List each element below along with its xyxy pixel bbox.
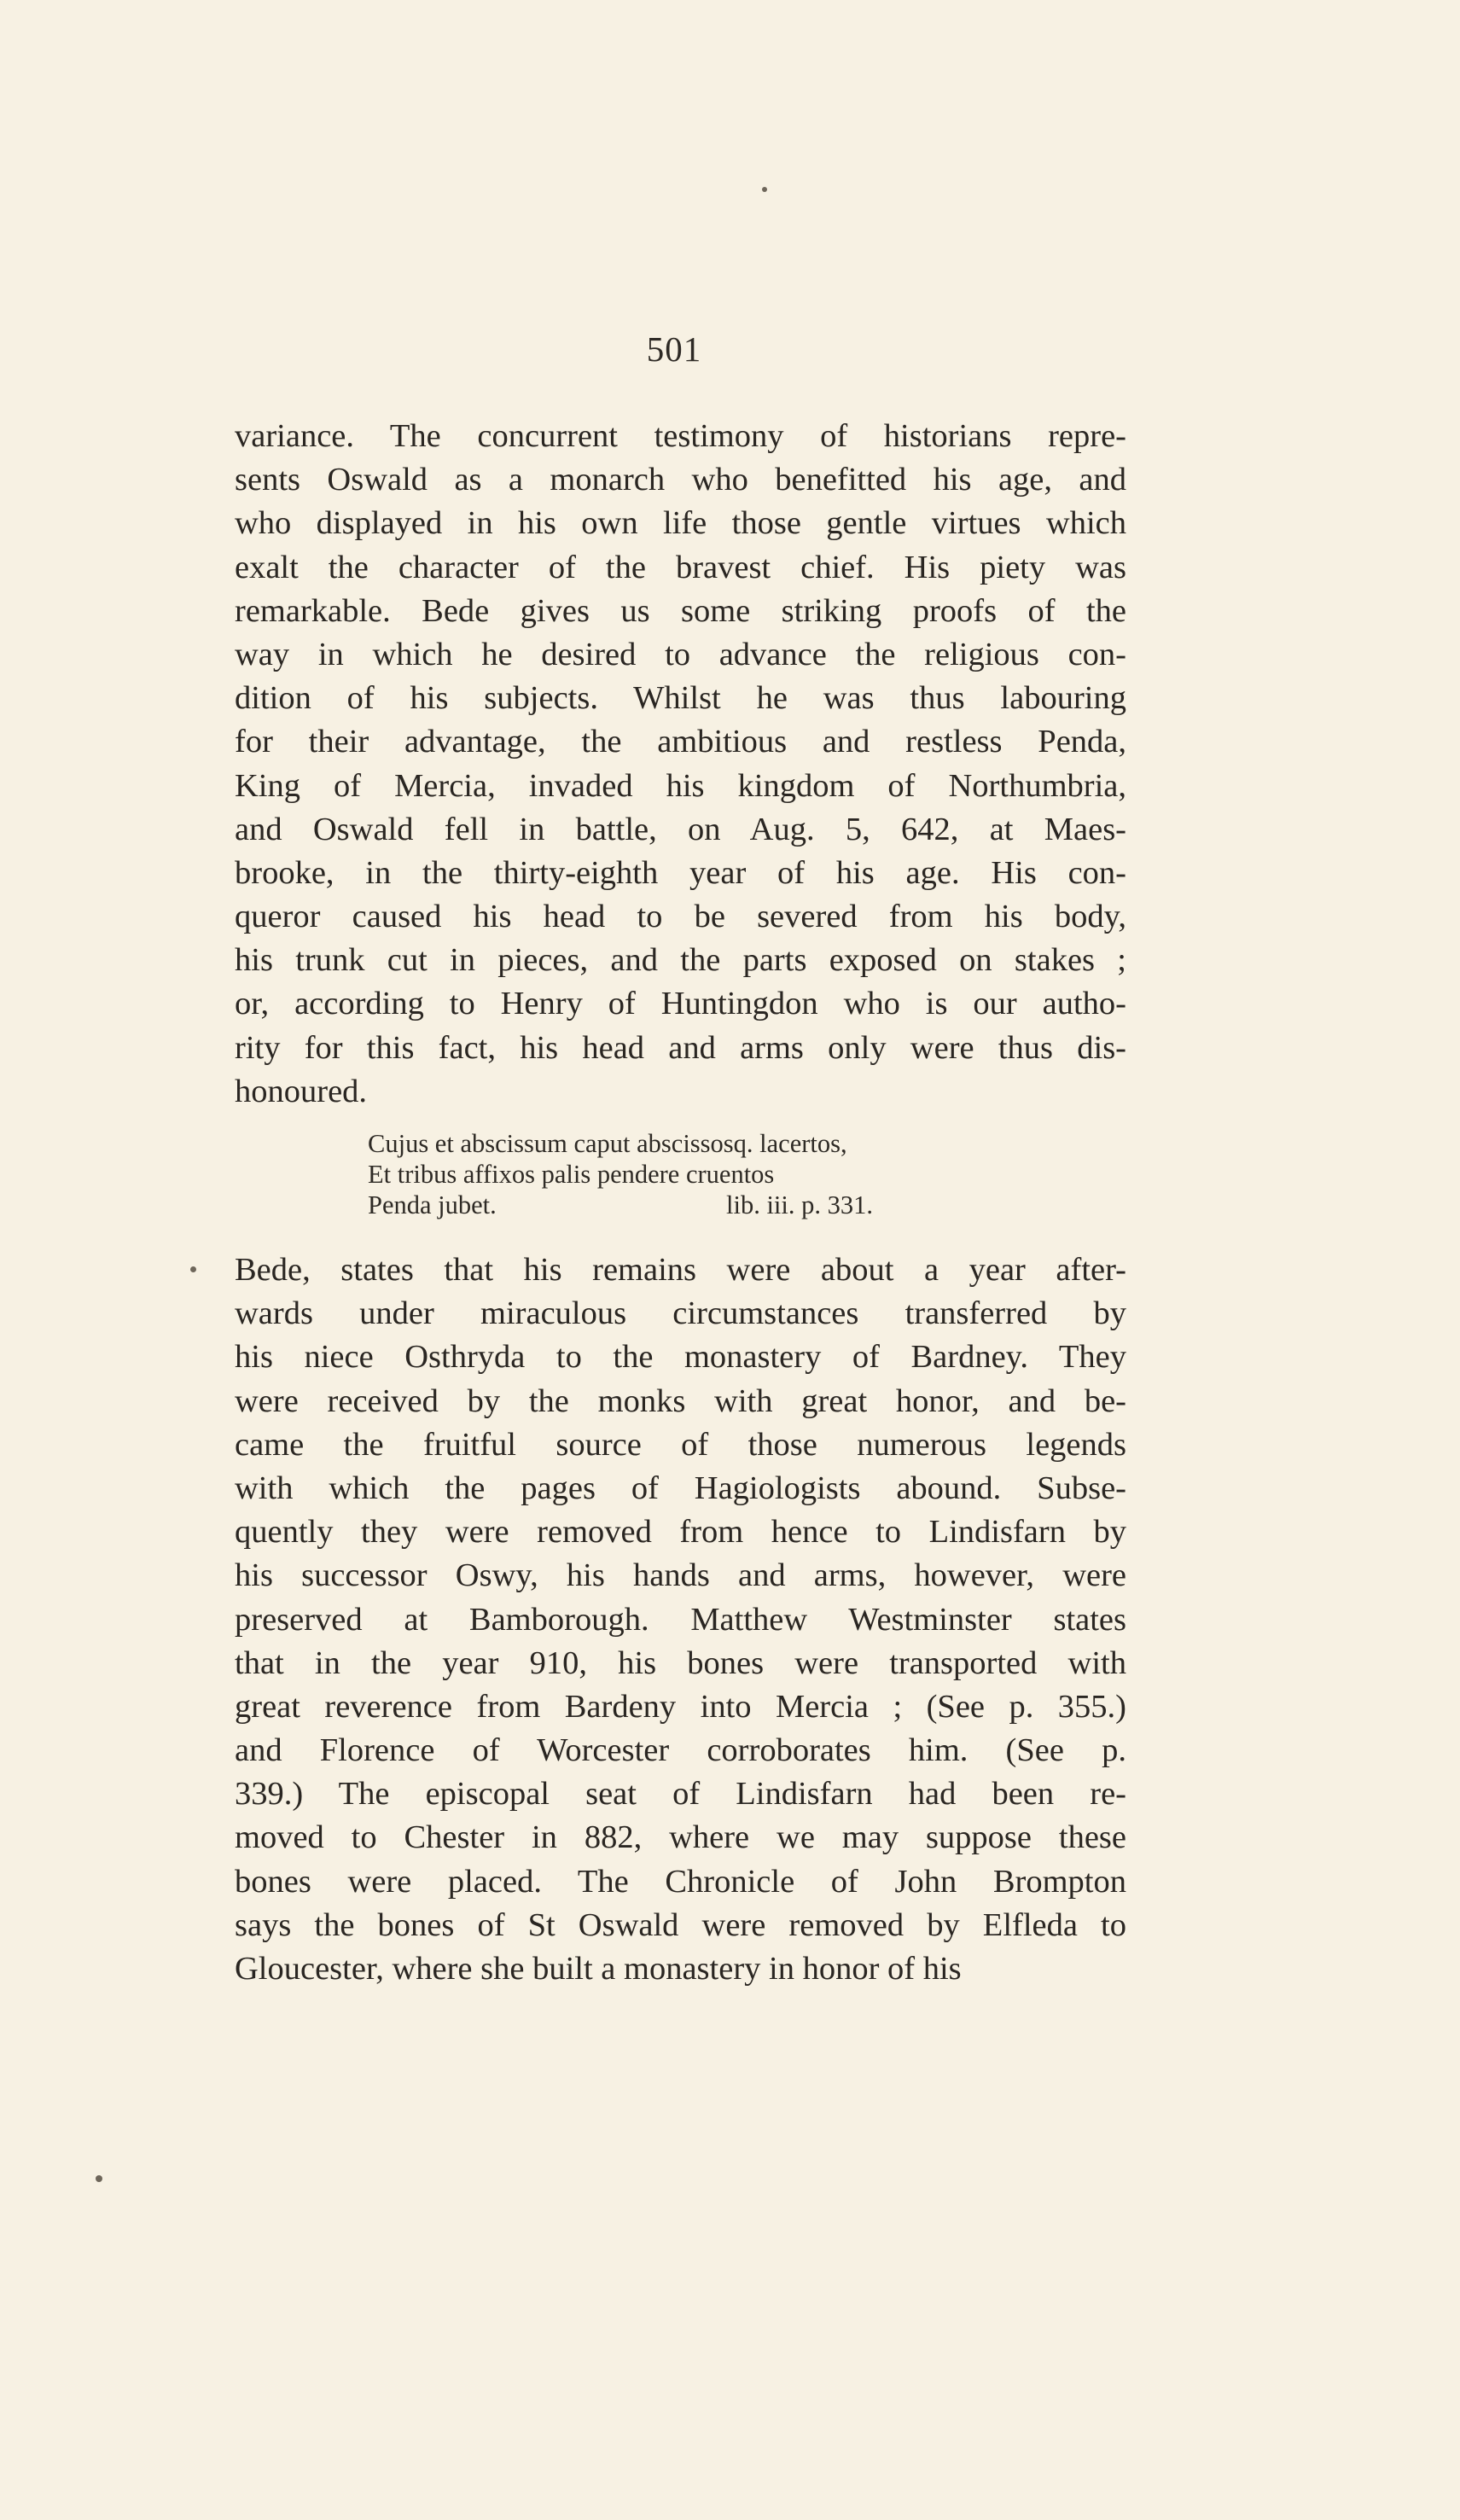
text-line: with which the pages of Hagiologists abound. Subse-: [235, 1470, 1126, 1506]
text-line: King of Mercia, invaded his kingdom of Northumbria,: [235, 767, 1126, 804]
text-line: Bede, states that his remains were about a year after-: [235, 1252, 1126, 1288]
text-line: queror caused his head to be severed from his body,: [235, 899, 1126, 935]
quote-line-with-reference: [368, 1190, 1016, 1220]
text-line: his trunk cut in pieces, and the parts exposed on stakes ;: [235, 942, 1126, 979]
text-line: that in the year 910, his bones were transported with: [235, 1644, 1126, 1681]
text-line: dition of his subjects. Whilst he was thus labouring: [235, 680, 1126, 717]
quote-line: Penda jubet.: [368, 1190, 497, 1219]
quote-line: Cujus et abscissum caput abscissosq. lacertos,: [368, 1129, 847, 1158]
text-line: rity for this fact, his head and arms only were thus dis-: [235, 1029, 1126, 1066]
text-line: 339.) The episcopal seat of Lindisfarn had been re-: [235, 1776, 1126, 1813]
text-line: were received by the monks with great honor, and be-: [235, 1382, 1126, 1419]
text-line: Gloucester, where she built a monastery in honor of his: [235, 1951, 962, 1987]
text-line: wards under miraculous circumstances transferred by: [235, 1295, 1126, 1332]
text-line: moved to Chester in 882, where we may suppose these: [235, 1819, 1126, 1856]
quote-line: Et tribus affixos palis pendere cruentos: [368, 1160, 775, 1189]
text-line: who displayed in his own life those gentle virtues which: [235, 505, 1126, 542]
text-line: and Oswald fell in battle, on Aug. 5, 642, at Maes-: [235, 811, 1126, 847]
text-line: for their advantage, the ambitious and restless Penda,: [235, 724, 1126, 760]
text-line: says the bones of St Oswald were removed by Elfleda to: [235, 1906, 1126, 1943]
ink-speck: [762, 187, 767, 192]
text-line: his successor Oswy, his hands and arms, however, were: [235, 1557, 1126, 1594]
ink-speck: [190, 1266, 196, 1272]
paragraph-1: [235, 415, 1126, 1114]
text-line: and Florence of Worcester corroborates him. (See p.: [235, 1732, 1126, 1769]
text-line: came the fruitful source of those numerous legends: [235, 1426, 1126, 1463]
latin-quotation: [368, 1128, 1016, 1220]
text-line: bones were placed. The Chronicle of John Brompton: [235, 1863, 1126, 1900]
text-line: remarkable. Bede gives us some striking proofs of the: [235, 592, 1126, 629]
text-line: or, according to Henry of Huntingdon who is our autho-: [235, 986, 1126, 1022]
quote-reference: lib. iii. p. 331.: [726, 1190, 873, 1219]
text-line: exalt the character of the bravest chief. His piety was: [235, 549, 1126, 585]
text-line: honoured.: [235, 1073, 368, 1109]
text-line: great reverence from Bardeny into Mercia ; (See p. 355.): [235, 1688, 1126, 1725]
text-line: way in which he desired to advance the religious con-: [235, 636, 1126, 672]
text-line: variance. The concurrent testimony of historians repre-: [235, 418, 1126, 454]
text-line: sents Oswald as a monarch who benefitted his age, and: [235, 462, 1126, 498]
ink-speck: [96, 2175, 102, 2182]
text-line: quently they were removed from hence to Lindisfarn by: [235, 1514, 1126, 1551]
page-number: 501: [646, 329, 702, 369]
paragraph-2: [235, 1248, 1126, 1991]
text-line: preserved at Bamborough. Matthew Westminster states: [235, 1601, 1126, 1638]
text-line: brooke, in the thirty-eighth year of his age. His con-: [235, 854, 1126, 891]
text-line: his niece Osthryda to the monastery of Bardney. They: [235, 1339, 1126, 1376]
